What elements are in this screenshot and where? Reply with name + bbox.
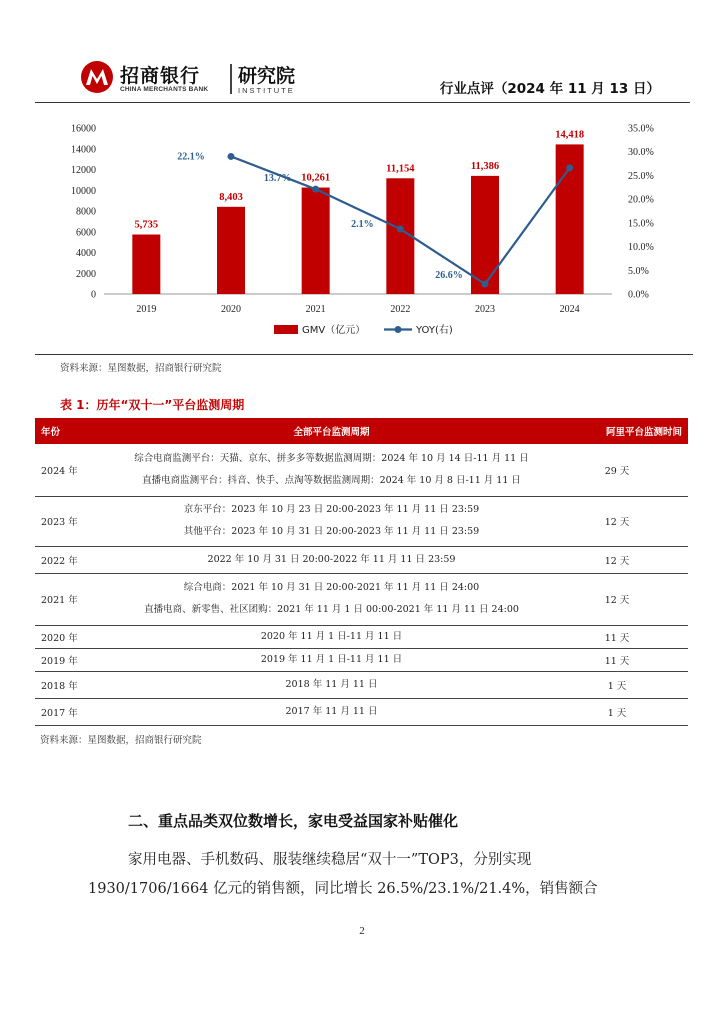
- body-paragraph: [88, 846, 648, 904]
- header-divider: [35, 102, 690, 103]
- section-heading: 二、重点品类双位数增长，家电受益国家补贴催化: [128, 812, 459, 830]
- gmv-value-label: 14,418: [555, 129, 585, 141]
- bank-name: 招商银行: [120, 65, 201, 87]
- right-tick-label: 30.0%: [628, 147, 654, 159]
- cell-ali-duration: 11 天: [546, 625, 688, 648]
- table-header-row: [35, 418, 688, 444]
- institute-name: 研究院: [238, 65, 296, 87]
- yoy-point: [566, 164, 573, 171]
- page-number: 2: [359, 925, 365, 937]
- table-row: [35, 546, 688, 573]
- cell-year: 2024 年: [35, 444, 117, 496]
- legend-gmv-swatch: [274, 325, 298, 334]
- x-tick-label: 2021: [305, 304, 326, 315]
- logo-divider: [230, 64, 232, 94]
- x-tick-label: 2020: [221, 304, 241, 315]
- period-line: 其他平台：2023 年 10 月 31 日 20:00-2023 年 11 月 11 日 23:59: [183, 526, 480, 537]
- table-row: [35, 573, 688, 625]
- period-line: 2022 年 10 月 31 日 20:00-2022 年 11 月 11 日 23:59: [207, 553, 456, 565]
- yoy-point: [312, 186, 319, 193]
- right-tick-label: 5.0%: [628, 265, 649, 277]
- right-tick-label: 20.0%: [628, 194, 654, 206]
- cell-ali-duration: 1 天: [546, 671, 688, 698]
- header-period: 全部平台监测周期: [117, 418, 546, 444]
- cell-ali-duration: 29 天: [546, 444, 688, 496]
- gmv-bar: [132, 234, 160, 294]
- period-line: 综合电商监测平台：天猫、京东、拼多多等数据监测周期：2024 年 10 月 14 日-11 月 11 日: [134, 452, 529, 464]
- gmv-value-label: 8,403: [219, 191, 243, 203]
- left-tick-label: 4000: [76, 248, 96, 259]
- cell-period: [117, 573, 546, 625]
- x-tick-label: 2019: [136, 304, 157, 315]
- x-tick-label: 2023: [475, 304, 495, 315]
- cell-ali-duration: 11 天: [546, 648, 688, 671]
- yoy-value-label: 26.6%: [435, 270, 463, 282]
- cell-period: [117, 496, 546, 546]
- legend-gmv-label: GMV（亿元）: [302, 325, 366, 336]
- table-row: [35, 698, 688, 725]
- cell-ali-duration: 1 天: [546, 698, 688, 725]
- period-line: 2020 年 11 月 1 日-11 月 11 日: [260, 630, 403, 642]
- left-tick-label: 8000: [76, 206, 96, 218]
- yoy-value-label: 22.1%: [177, 151, 205, 163]
- gmv-value-label: 11,386: [470, 160, 500, 172]
- yoy-point: [397, 226, 404, 233]
- right-tick-label: 0.0%: [628, 289, 649, 301]
- left-tick-label: 10000: [71, 185, 96, 197]
- gmv-value-label: 10,261: [301, 172, 331, 184]
- left-tick-label: 0: [91, 289, 96, 301]
- yoy-value-label: 2.1%: [351, 219, 374, 231]
- report-title: 行业点评（2024 年 11 月 13 日）: [439, 81, 660, 97]
- gmv-value-label: 5,735: [134, 219, 159, 231]
- cell-year: 2019 年: [35, 648, 117, 671]
- cell-year: 2020 年: [35, 625, 117, 648]
- x-tick-label: 2022: [390, 304, 411, 315]
- cell-ali-duration: 12 天: [546, 573, 688, 625]
- cell-year: 2022 年: [35, 546, 117, 573]
- right-tick-label: 10.0%: [628, 242, 654, 254]
- cell-year: 2018 年: [35, 671, 117, 698]
- x-tick-label: 2024: [559, 304, 580, 315]
- table-row: [35, 648, 688, 671]
- legend-yoy-marker: [395, 326, 402, 333]
- header-ali: 阿里平台监测时间: [546, 418, 688, 444]
- period-line: 2019 年 11 月 1 日-11 月 11 日: [260, 653, 403, 665]
- left-tick-label: 16000: [71, 123, 96, 135]
- gmv-bar: [217, 207, 245, 294]
- report-header: [80, 60, 660, 100]
- left-tick-label: 2000: [76, 268, 96, 280]
- right-tick-label: 35.0%: [628, 123, 654, 135]
- cmb-logo-icon: [80, 60, 114, 94]
- gmv-bar: [302, 188, 330, 294]
- table-title: 表 1：历年“双十一”平台监测周期: [60, 398, 245, 412]
- cell-ali-duration: 12 天: [546, 546, 688, 573]
- period-line: 2017 年 11 月 11 日: [285, 705, 378, 717]
- legend-yoy-label: YOY(右): [416, 325, 453, 336]
- gmv-bar: [471, 176, 499, 294]
- cell-year: 2023 年: [35, 496, 117, 546]
- cell-period: [117, 698, 546, 725]
- cell-period: [117, 648, 546, 671]
- header-year: 年份: [35, 418, 117, 444]
- left-tick-label: 6000: [76, 227, 96, 239]
- monitoring-period-table: [35, 418, 688, 726]
- cell-year: 2017 年: [35, 698, 117, 725]
- cell-period: [117, 546, 546, 573]
- chart-divider: [35, 354, 693, 355]
- cell-year: 2021 年: [35, 573, 117, 625]
- period-line: 综合电商：2021 年 10 月 31 日 20:00-2021 年 11 月 11 日 24:00: [183, 582, 480, 593]
- paragraph-line-2: 1930/1706/1664 亿元的销售额，同比增长 26.5%/23.1%/21.4%，销售额合: [88, 881, 598, 897]
- yoy-point: [482, 281, 489, 288]
- period-line: 直播电商监测平台：抖音、快手、点淘等数据监测周期：2024 年 10 月 8 日-11 月 11 日: [142, 474, 521, 486]
- cell-period: [117, 444, 546, 496]
- right-tick-label: 25.0%: [628, 170, 654, 182]
- table-source: 资料来源：星图数据，招商银行研究院: [40, 735, 202, 746]
- cell-period: [117, 625, 546, 648]
- table-row: [35, 671, 688, 698]
- cell-ali-duration: 12 天: [546, 496, 688, 546]
- period-line: 京东平台：2023 年 10 月 23 日 20:00-2023 年 11 月 11 日 23:59: [183, 504, 480, 515]
- left-tick-label: 14000: [71, 144, 96, 156]
- gmv-yoy-chart: [60, 112, 680, 344]
- paragraph-line-1: 家用电器、手机数码、服装继续稳居“双十一”TOP3，分别实现: [128, 852, 532, 868]
- table-row: [35, 625, 688, 648]
- bank-name-en: CHINA MERCHANTS BANK: [120, 86, 209, 93]
- yoy-value-label: 13.7%: [263, 173, 292, 185]
- table-row: [35, 444, 688, 496]
- gmv-value-label: 11,154: [386, 163, 415, 175]
- chart-source: 资料来源：星图数据，招商银行研究院: [60, 363, 222, 374]
- left-tick-label: 12000: [71, 165, 96, 176]
- cell-period: [117, 671, 546, 698]
- right-tick-label: 15.0%: [628, 218, 654, 230]
- table-row: [35, 496, 688, 546]
- institute-name-en: INSTITUTE: [238, 86, 295, 95]
- yoy-point: [228, 153, 235, 160]
- period-line: 直播电商、新零售、社区团购：2021 年 11 月 1 日 00:00-2021 年 11 月 11 日 24:00: [144, 604, 519, 615]
- period-line: 2018 年 11 月 11 日: [285, 678, 378, 690]
